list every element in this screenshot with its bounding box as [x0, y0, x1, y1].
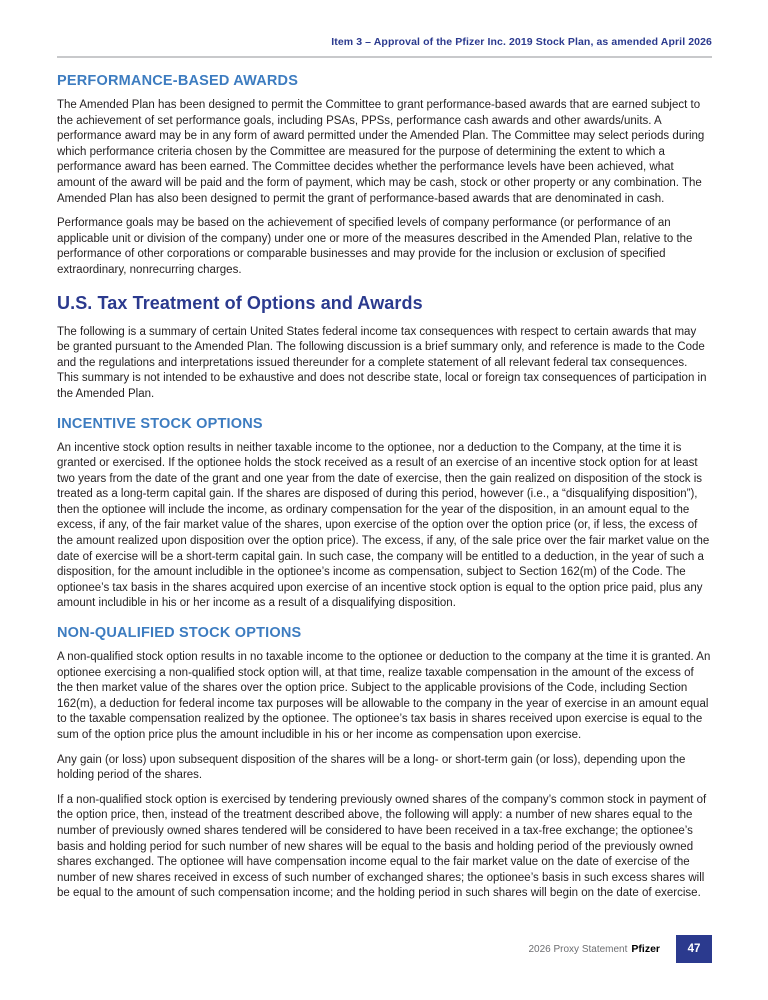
heading-incentive-stock-options: INCENTIVE STOCK OPTIONS: [57, 415, 263, 432]
paragraph-performance-1: The Amended Plan has been designed to permit the Committee to grant performance-based awards that are earned subject to the achievement of set performance goals, including PSAs, PPSs, performance cash awards and other awards/units. A performance award may be in any form of award permitted under the Amended Plan. The Committee may select periods during which performance criteria chosen by the Committee are measured for the purpose of determining the extent to which a performance award has been earned. The Committee decides whether the performance levels have been achieved, what amount of the award will be paid and the form of payment, which may be cash, stock or other property or any combination. The Amended Plan has also been designed to permit the grant of performance-based awards that are denominated in cash.: [57, 99, 705, 205]
heading-performance-based-awards: PERFORMANCE-BASED AWARDS: [57, 73, 299, 89]
footer-brand: Pfizer: [631, 943, 660, 955]
paragraph-nq-1: A non-qualified stock option results in no taxable income to the optionee or deduction to the company at the time it is granted. An optionee exercising a non-qualified stock option will, at that time, realize taxable compensation in the amount of the excess of the then market value of the shares over the option price. Subject to the applicable provisions of the Code, including Section 162(m), a deduction for federal income tax purposes will be allowable to the company in the year of exercise in an amount equal to the taxable compensation realized by the optionee. The optionee’s tax basis in shares received upon exercise is equal to the sum of the option price plus the amount includible in his or her income as compensation upon exercise.: [57, 651, 711, 741]
footer: [528, 935, 712, 963]
paragraph-nq-2: Any gain (or loss) upon subsequent disposition of the shares will be a long- or short-term gain (or loss), depending upon the holding period of the shares.: [57, 753, 686, 782]
heading-non-qualified-stock-options: NON-QUALIFIED STOCK OPTIONS: [57, 625, 302, 642]
paragraph-iso-1: An incentive stock option results in neither taxable income to the optionee, nor a deduction to the Company, at the time it is granted or exercised. If the optionee holds the stock received as a result of an exercise of an incentive stock option for at least two years from the date of the grant and one year from the date of exercise, then the gain realized on disposition of the stock is treated as a long-term capital gain. If the shares are disposed of during this period, however (i.e., a “disqualifying disposition”), then the optionee will include the income, as ordinary compensation for the year of the disposition, in an amount equal to the excess, if any, of the fair market value of the shares, upon exercise of the option over the option price (or, if less, the excess of the amount realized upon disposition over the option price). The excess, if any, of the sale price over the fair market value on the date of exercise will be a short-term capital gain. In such case, the company will be entitled to a deduction, in the year of such a disposition, for the amount includible in the optionee’s income as compensation, subject to Section 162(m) of the Code. The optionee’s tax basis in the shares acquired upon exercise of an incentive stock option is equal to the option price paid, plus any amount includible in his or her income as a result of a disqualifying disposition.: [57, 441, 710, 610]
paragraph-tax-intro: The following is a summary of certain United States federal income tax consequences with respect to certain awards that may be granted pursuant to the Amended Plan. The following discussion is a brief summary only, and reference is made to the Code and the regulations and interpretations issued thereunder for a complete statement of all relevant federal tax consequences. This summary is not intended to be exhaustive and does not describe state, local or foreign tax consequences of participation in the Amended Plan.: [57, 325, 707, 400]
footer-doc-label: 2026 Proxy Statement: [528, 943, 628, 955]
paragraph-nq-3: If a non-qualified stock option is exercised by tendering previously owned shares of the company’s common stock in payment of the option price, then, instead of the treatment described above, the following will apply: a number of new shares equal to the number of previously owned shares tendered will be considered to have been received in a tax-free exchange; the optionee’s basis and holding period for such number of new shares will be equal to the basis and holding period of the previously owned shares exchanged. The optionee will have compensation income equal to the fair market value on the date of exercise of the number of new shares received in excess of such number of exchanged shares; the optionee’s basis in such excess shares will be equal to the amount of such compensation income; and the holding period in such shares will begin on the date of exercise.: [57, 793, 707, 900]
running-header: Item 3 – Approval of the Pfizer Inc. 2019 Stock Plan, as amended April 2026: [331, 36, 712, 48]
page-number-badge: 47: [676, 935, 712, 963]
header-divider: [57, 56, 712, 58]
heading-us-tax-treatment: U.S. Tax Treatment of Options and Awards: [57, 292, 423, 313]
paragraph-performance-2: Performance goals may be based on the achievement of specified levels of company performance (or performance of an applicable unit or division of the company) under one or more of the measures described in the Amended Plan, relative to the performance of other corporations or comparable businesses and may provide for the inclusion or exclusion of specified extraordinary, nonrecurring charges.: [57, 217, 693, 276]
